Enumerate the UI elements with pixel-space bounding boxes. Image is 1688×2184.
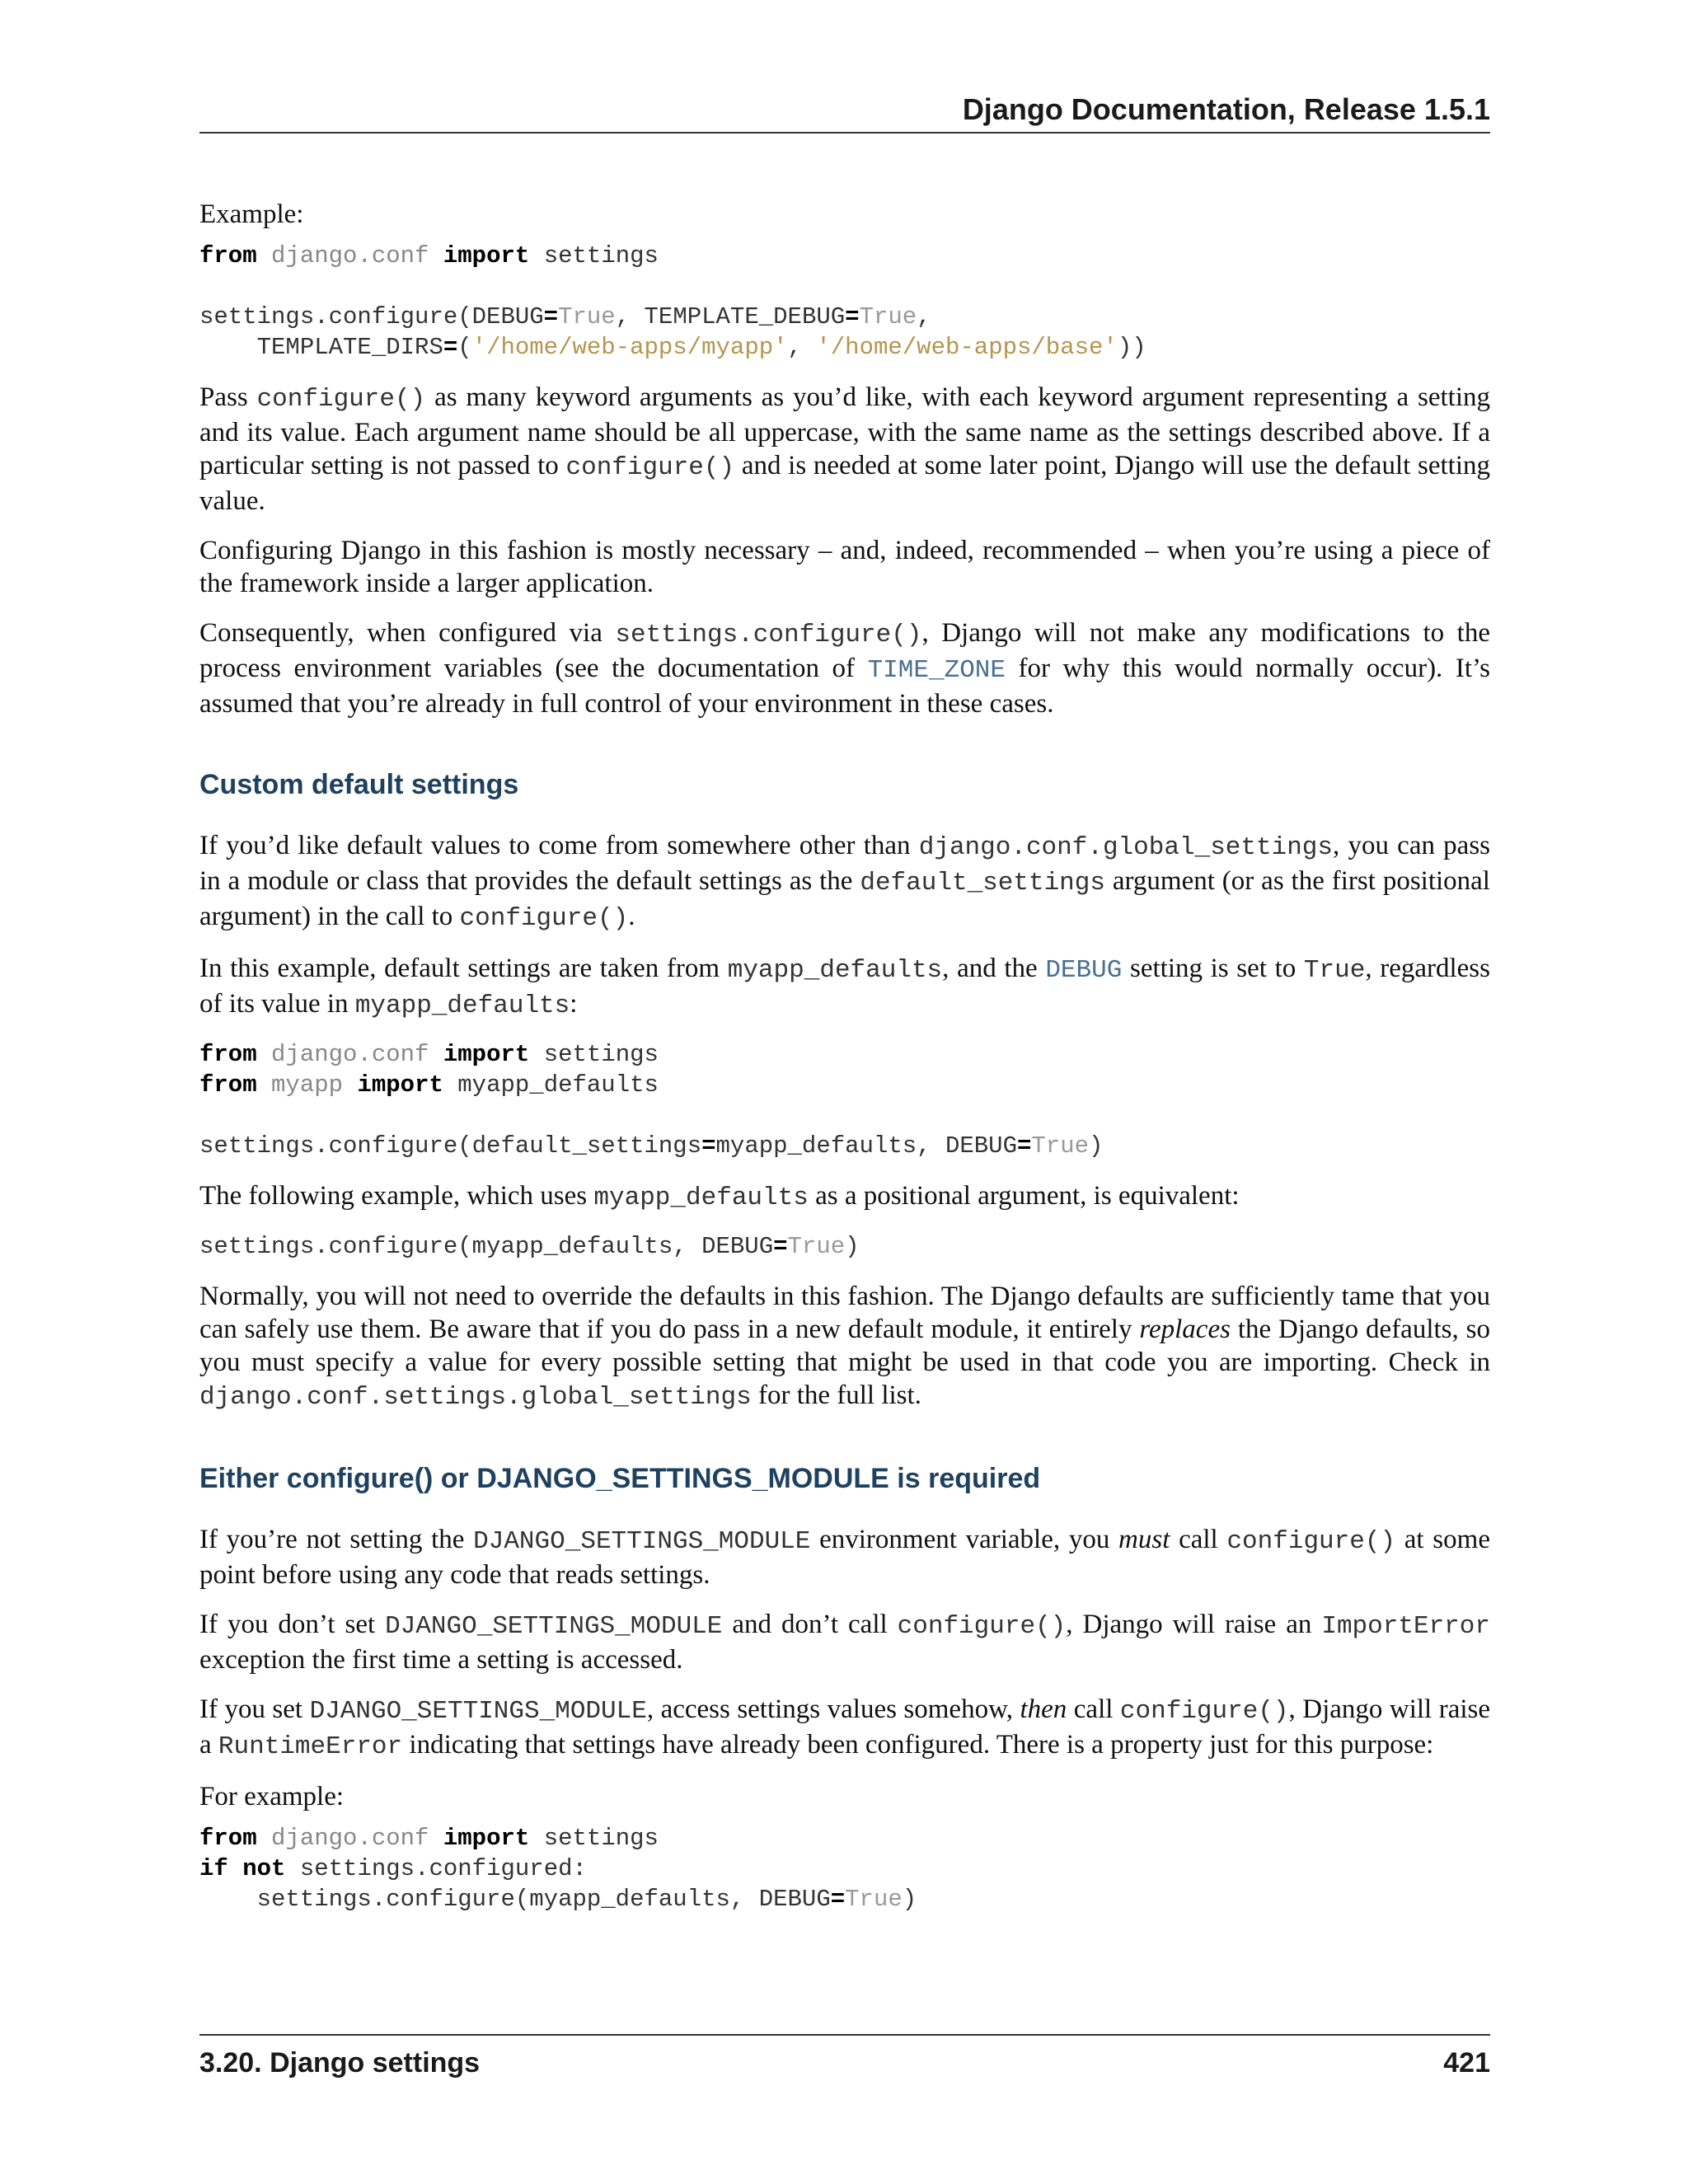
- running-header: [199, 92, 1490, 134]
- code-text: ): [1089, 1132, 1104, 1160]
- footer-section-title: 3.20. Django settings: [199, 2047, 481, 2079]
- code-block-default-settings: [199, 1039, 1490, 1161]
- inline-code: DJANGO_SETTINGS_MODULE: [385, 1612, 723, 1641]
- code-keyword: from: [199, 242, 257, 269]
- code-block-configure: [199, 241, 1490, 363]
- code-text: myapp_defaults, DEBUG: [715, 1132, 1017, 1160]
- code-builtin: True: [787, 1233, 846, 1260]
- footer-page-number: 421: [1443, 2047, 1490, 2079]
- inline-code: configure(): [1119, 1697, 1289, 1726]
- code-text: (: [457, 334, 472, 361]
- inline-code: DJANGO_SETTINGS_MODULE: [473, 1527, 811, 1556]
- inline-code: RuntimeError: [218, 1732, 403, 1761]
- text: Pass: [199, 382, 257, 412]
- code-builtin: True: [558, 303, 616, 330]
- inline-code: django.conf.global_settings: [918, 833, 1334, 862]
- text: :: [570, 989, 578, 1019]
- inline-code: configure(): [256, 385, 426, 414]
- text: , you can pass in a module or class that provides the default settings as the: [199, 831, 1490, 896]
- text: , access settings values somehow,: [646, 1694, 1020, 1724]
- code-text: settings.configure(myapp_defaults, DEBUG: [199, 1233, 774, 1260]
- paragraph-following-example: [199, 1179, 1490, 1215]
- text: , Django will raise an: [1066, 1610, 1322, 1639]
- text: call: [1067, 1694, 1120, 1724]
- text: The following example, which uses: [199, 1181, 594, 1211]
- inline-code: django.conf.settings.global_settings: [199, 1383, 752, 1412]
- text: Normally, you will not need to override the defaults in this fashion. The Django defaults are sufficiently tame that you can safely use them. Be aware that if you do pass in a new default module, it entirely: [199, 1282, 1490, 1344]
- code-keyword: not: [242, 1855, 286, 1882]
- for-example-label: For example:: [199, 1782, 345, 1811]
- code-builtin: True: [845, 1886, 903, 1913]
- code-operator: =: [1016, 1132, 1032, 1160]
- code-text: , TEMPLATE_DEBUG: [615, 303, 846, 330]
- inline-code: myapp_defaults: [354, 991, 570, 1020]
- code-keyword: import: [443, 1041, 530, 1068]
- inline-code: myapp_defaults: [593, 1183, 809, 1212]
- text: for why this would normally occur). It’s assumed that you’re already in full control of your environment in these cases.: [199, 654, 1490, 719]
- code-text: settings.configure(default_settings: [199, 1132, 702, 1160]
- code-string: '/home/web-apps/myapp': [471, 334, 788, 361]
- text: If you’re not setting the: [199, 1525, 474, 1554]
- paragraph-default-values: [199, 829, 1490, 935]
- code-operator: =: [845, 303, 860, 330]
- code-name: settings: [543, 1041, 659, 1068]
- text: as many keyword arguments as you’d like, with each keyword argument representing a setting and its value. Each argument name should be all uppercase, with the same name as the settings described above. If a particular setting is not passed to: [199, 382, 1490, 480]
- inline-code: configure(): [565, 453, 735, 482]
- inline-code: ImportError: [1321, 1612, 1490, 1641]
- code-keyword: if: [199, 1855, 228, 1882]
- code-operator: =: [830, 1886, 846, 1913]
- debug-link[interactable]: DEBUG: [1045, 956, 1123, 985]
- code-keyword: import: [443, 242, 530, 269]
- code-text: )): [1117, 334, 1146, 361]
- inline-code: True: [1303, 956, 1366, 985]
- paragraph-dont-set: [199, 1608, 1490, 1676]
- paragraph-configuring: Configuring Django in this fashion is mostly necessary – and, indeed, recommended – when you’re using a piece of the framework inside a larger application.: [199, 536, 1490, 598]
- code-name: settings: [543, 1825, 659, 1852]
- text: at some point before using any code that reads settings.: [199, 1525, 1490, 1590]
- text: for the full list.: [751, 1380, 921, 1410]
- running-footer: [199, 2034, 1490, 2079]
- paragraph-consequently: [199, 616, 1490, 720]
- paragraph-not-setting: [199, 1523, 1490, 1591]
- text: environment variable, you: [810, 1525, 1119, 1554]
- emphasis: then: [1020, 1694, 1067, 1724]
- emphasis: must: [1118, 1525, 1170, 1554]
- text: If you don’t set: [199, 1610, 386, 1639]
- text: .: [628, 902, 635, 931]
- text: exception the first time a setting is accessed.: [199, 1645, 683, 1675]
- code-text: ,: [787, 334, 817, 361]
- inline-code: settings.configure(): [615, 621, 922, 649]
- code-keyword: from: [199, 1041, 257, 1068]
- code-operator: =: [701, 1132, 716, 1160]
- text: argument (or as the first positional argument) in the call to: [199, 866, 1490, 931]
- text: , and the: [942, 954, 1046, 983]
- code-text: ): [902, 1886, 917, 1913]
- code-text: settings.configured:: [299, 1855, 587, 1882]
- code-module: django.conf: [271, 1825, 429, 1852]
- code-block-positional: [199, 1231, 1490, 1262]
- code-keyword: import: [357, 1071, 443, 1099]
- text: call: [1170, 1525, 1227, 1554]
- code-text: settings.configure(myapp_defaults, DEBUG: [199, 1886, 831, 1913]
- time-zone-link[interactable]: TIME_ZONE: [867, 656, 1006, 685]
- paragraph-if-you-set: [199, 1693, 1490, 1764]
- text: indicating that settings have already been configured. There is a property just for this purpose:: [402, 1730, 1434, 1760]
- example-label: Example:: [199, 199, 304, 229]
- code-module: django.conf: [271, 242, 429, 269]
- code-module: django.conf: [271, 1041, 429, 1068]
- text: and is needed at some later point, Django will use the default setting value.: [199, 451, 1490, 516]
- text: , regardless of its value in: [199, 954, 1490, 1019]
- code-operator: =: [543, 303, 559, 330]
- paragraph-normally: [199, 1280, 1490, 1414]
- text: Consequently, when configured via: [199, 618, 616, 648]
- heading-custom-default-settings: Custom default settings: [199, 769, 519, 800]
- text: If you set: [199, 1694, 310, 1724]
- code-builtin: True: [1031, 1132, 1090, 1160]
- code-text: TEMPLATE_DIRS: [199, 334, 443, 361]
- page-content: [199, 198, 1490, 1933]
- text: , Django will raise a: [199, 1694, 1490, 1760]
- code-string: '/home/web-apps/base': [816, 334, 1118, 361]
- paragraph-in-this-example: [199, 952, 1490, 1023]
- text: , Django will not make any modifications to the process environment variables (see the documentation of: [199, 618, 1490, 683]
- emphasis: replaces: [1139, 1315, 1231, 1344]
- code-keyword: import: [443, 1825, 530, 1852]
- text: In this example, default settings are taken from: [199, 954, 728, 983]
- code-name: myapp_defaults: [457, 1071, 659, 1099]
- text: the Django defaults, so you must specify a value for every possible setting that might be used in that code you are importing. Check in: [199, 1315, 1490, 1377]
- inline-code: configure(): [1226, 1527, 1396, 1556]
- code-text: ,: [917, 303, 931, 330]
- header-title: Django Documentation, Release 1.5.1: [962, 92, 1490, 126]
- code-operator: =: [443, 334, 458, 361]
- paragraph-pass-configure: [199, 381, 1490, 518]
- text: as a positional argument, is equivalent:: [808, 1181, 1240, 1211]
- inline-code: configure(): [459, 904, 629, 933]
- inline-code: myapp_defaults: [727, 956, 943, 985]
- text: If you’d like default values to come from somewhere other than: [199, 831, 919, 860]
- text: and don’t call: [722, 1610, 898, 1639]
- code-name: settings: [543, 242, 659, 269]
- text: setting is set to: [1122, 954, 1304, 983]
- code-keyword: from: [199, 1825, 257, 1852]
- heading-either-configure: Either configure() or DJANGO_SETTINGS_MODULE is required: [199, 1463, 1041, 1494]
- inline-code: configure(): [897, 1612, 1067, 1641]
- code-text: ): [845, 1233, 860, 1260]
- code-builtin: True: [859, 303, 917, 330]
- code-block-configured-check: [199, 1823, 1490, 1915]
- inline-code: DJANGO_SETTINGS_MODULE: [309, 1697, 647, 1726]
- inline-code: default_settings: [860, 869, 1105, 898]
- code-keyword: from: [199, 1071, 257, 1099]
- code-text: settings.configure(DEBUG: [199, 303, 544, 330]
- code-module: myapp: [271, 1071, 344, 1099]
- code-operator: =: [773, 1233, 788, 1260]
